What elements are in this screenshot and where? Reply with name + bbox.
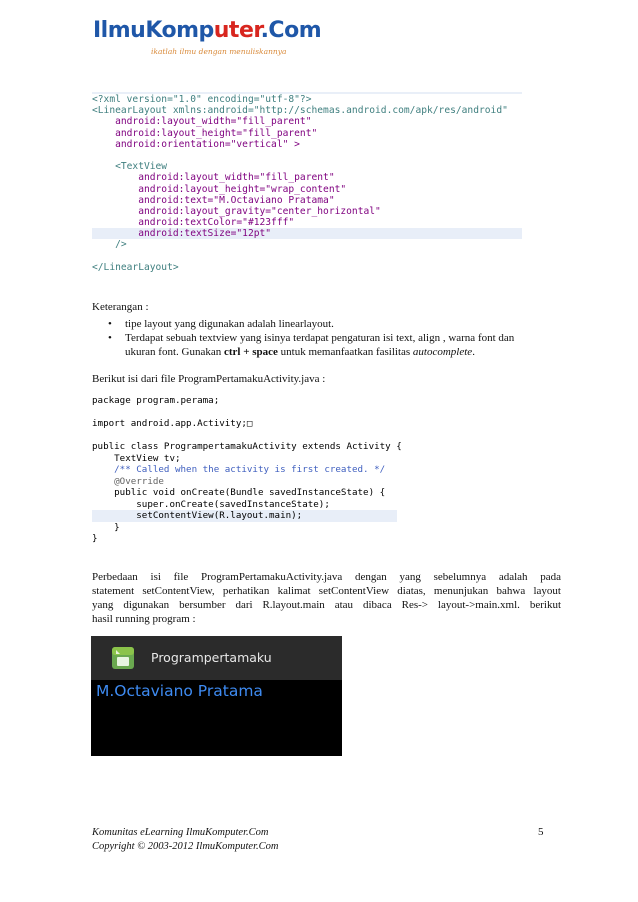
logo-part-3: .Com [260, 18, 322, 43]
code-line [92, 430, 397, 442]
code-line: android:orientation="vertical" > [92, 138, 300, 150]
list-item [92, 317, 572, 331]
emphasis-text: autocomplete [412, 346, 473, 358]
bullet-text: . [472, 346, 475, 358]
android-app-icon [111, 646, 135, 670]
code-line: /> [92, 239, 127, 251]
list-item [92, 331, 572, 359]
code-line: android:layout_height="fill_parent" [92, 127, 318, 139]
code-line: android:layout_width="fill_parent" [92, 172, 335, 184]
bullet-icon: • [108, 332, 112, 344]
code-line-highlighted: setContentView(R.layout.main); [92, 510, 397, 522]
code-line: <LinearLayout xmlns:android="http://schemas.android.com/apk/res/android" [92, 105, 508, 117]
paragraph-line: yang digunakan bersumber dari R.layout.main atau dibaca Res-> layout->main.xml. berikut [92, 599, 561, 611]
code-line-highlighted: android:textSize="12pt" [92, 228, 522, 239]
code-line: } [92, 533, 98, 544]
running-app-screenshot [91, 636, 342, 756]
code-line: android:layout_gravity="center_horizontal" [92, 205, 381, 217]
code-line [92, 251, 522, 262]
java-intro-text: Berikut isi dari file ProgramPertamakuActivity.java : [92, 373, 326, 385]
app-title-bar [91, 636, 342, 680]
bullet-text: untuk memanfaatkan fasilitas [277, 346, 413, 358]
app-title: Programpertamaku [151, 650, 272, 665]
bullet-icon: • [108, 318, 112, 330]
footer-copyright: Copyright © 2003-2012 IlmuKomputer.Com [92, 841, 279, 852]
bullet-text: ukuran font. Gunakan [125, 346, 224, 358]
paragraph-line: Perbedaan isi file ProgramPertamakuActivity.java dengan yang sebelumnya adalah pada [92, 571, 561, 583]
java-code-block [92, 395, 402, 547]
code-line [92, 150, 522, 161]
xml-code-block [92, 92, 522, 290]
paragraph-line: hasil running program : [92, 613, 196, 625]
code-line: android:layout_height="wrap_content" [92, 183, 347, 195]
code-line [92, 407, 397, 419]
code-line: public class ProgrampertamakuActivity extends Activity { [92, 441, 402, 452]
bullet-text: tipe layout yang digunakan adalah linearlayout. [125, 318, 334, 330]
logo-part-1: IlmuKomp [93, 18, 214, 43]
code-line: public void onCreate(Bundle savedInstanceState) { [92, 487, 386, 498]
code-line: <TextView [92, 161, 168, 173]
bullet-text: Terdapat sebuah textview yang isinya terdapat pengaturan isi text, align , warna font dan [125, 332, 515, 344]
code-line: @Override [92, 475, 164, 487]
logo-tagline: ikatlah ilmu dengan menuliskannya [151, 47, 287, 56]
code-line: import android.app.Activity;□ [92, 418, 253, 429]
app-textview: M.Octaviano Pratama [96, 682, 263, 700]
code-line: android:textColor="#123fff" [92, 217, 295, 229]
keterangan-list [92, 317, 572, 359]
code-line: TextView tv; [92, 452, 181, 464]
site-logo [93, 18, 322, 56]
code-line: super.onCreate(savedInstanceState); [92, 498, 330, 510]
logo-part-2: uter [213, 18, 261, 43]
code-line: android:layout_width="fill_parent" [92, 116, 312, 128]
code-line: /** Called when the activity is first created. */ [92, 464, 386, 475]
code-line: android:text="M.Octaviano Pratama" [92, 194, 335, 206]
logo-wordmark [93, 18, 321, 43]
code-line: package program.perama; [92, 395, 220, 406]
code-line: </LinearLayout> [92, 261, 179, 273]
footer-line: Komunitas eLearning IlmuKomputer.Com [92, 827, 269, 838]
shortcut-text: ctrl + space [223, 346, 278, 358]
page-footer [92, 826, 278, 854]
keterangan-heading: Keterangan : [92, 301, 149, 313]
page-number: 5 [538, 826, 544, 838]
paragraph-line: statement setContentView, perhatikan kalimat setContentView diatas, menunjukan bahwa layout [92, 585, 561, 597]
perbedaan-paragraph [92, 570, 561, 626]
code-line: <?xml version="1.0" encoding="utf-8"?> [92, 94, 312, 105]
code-line: } [92, 521, 120, 533]
